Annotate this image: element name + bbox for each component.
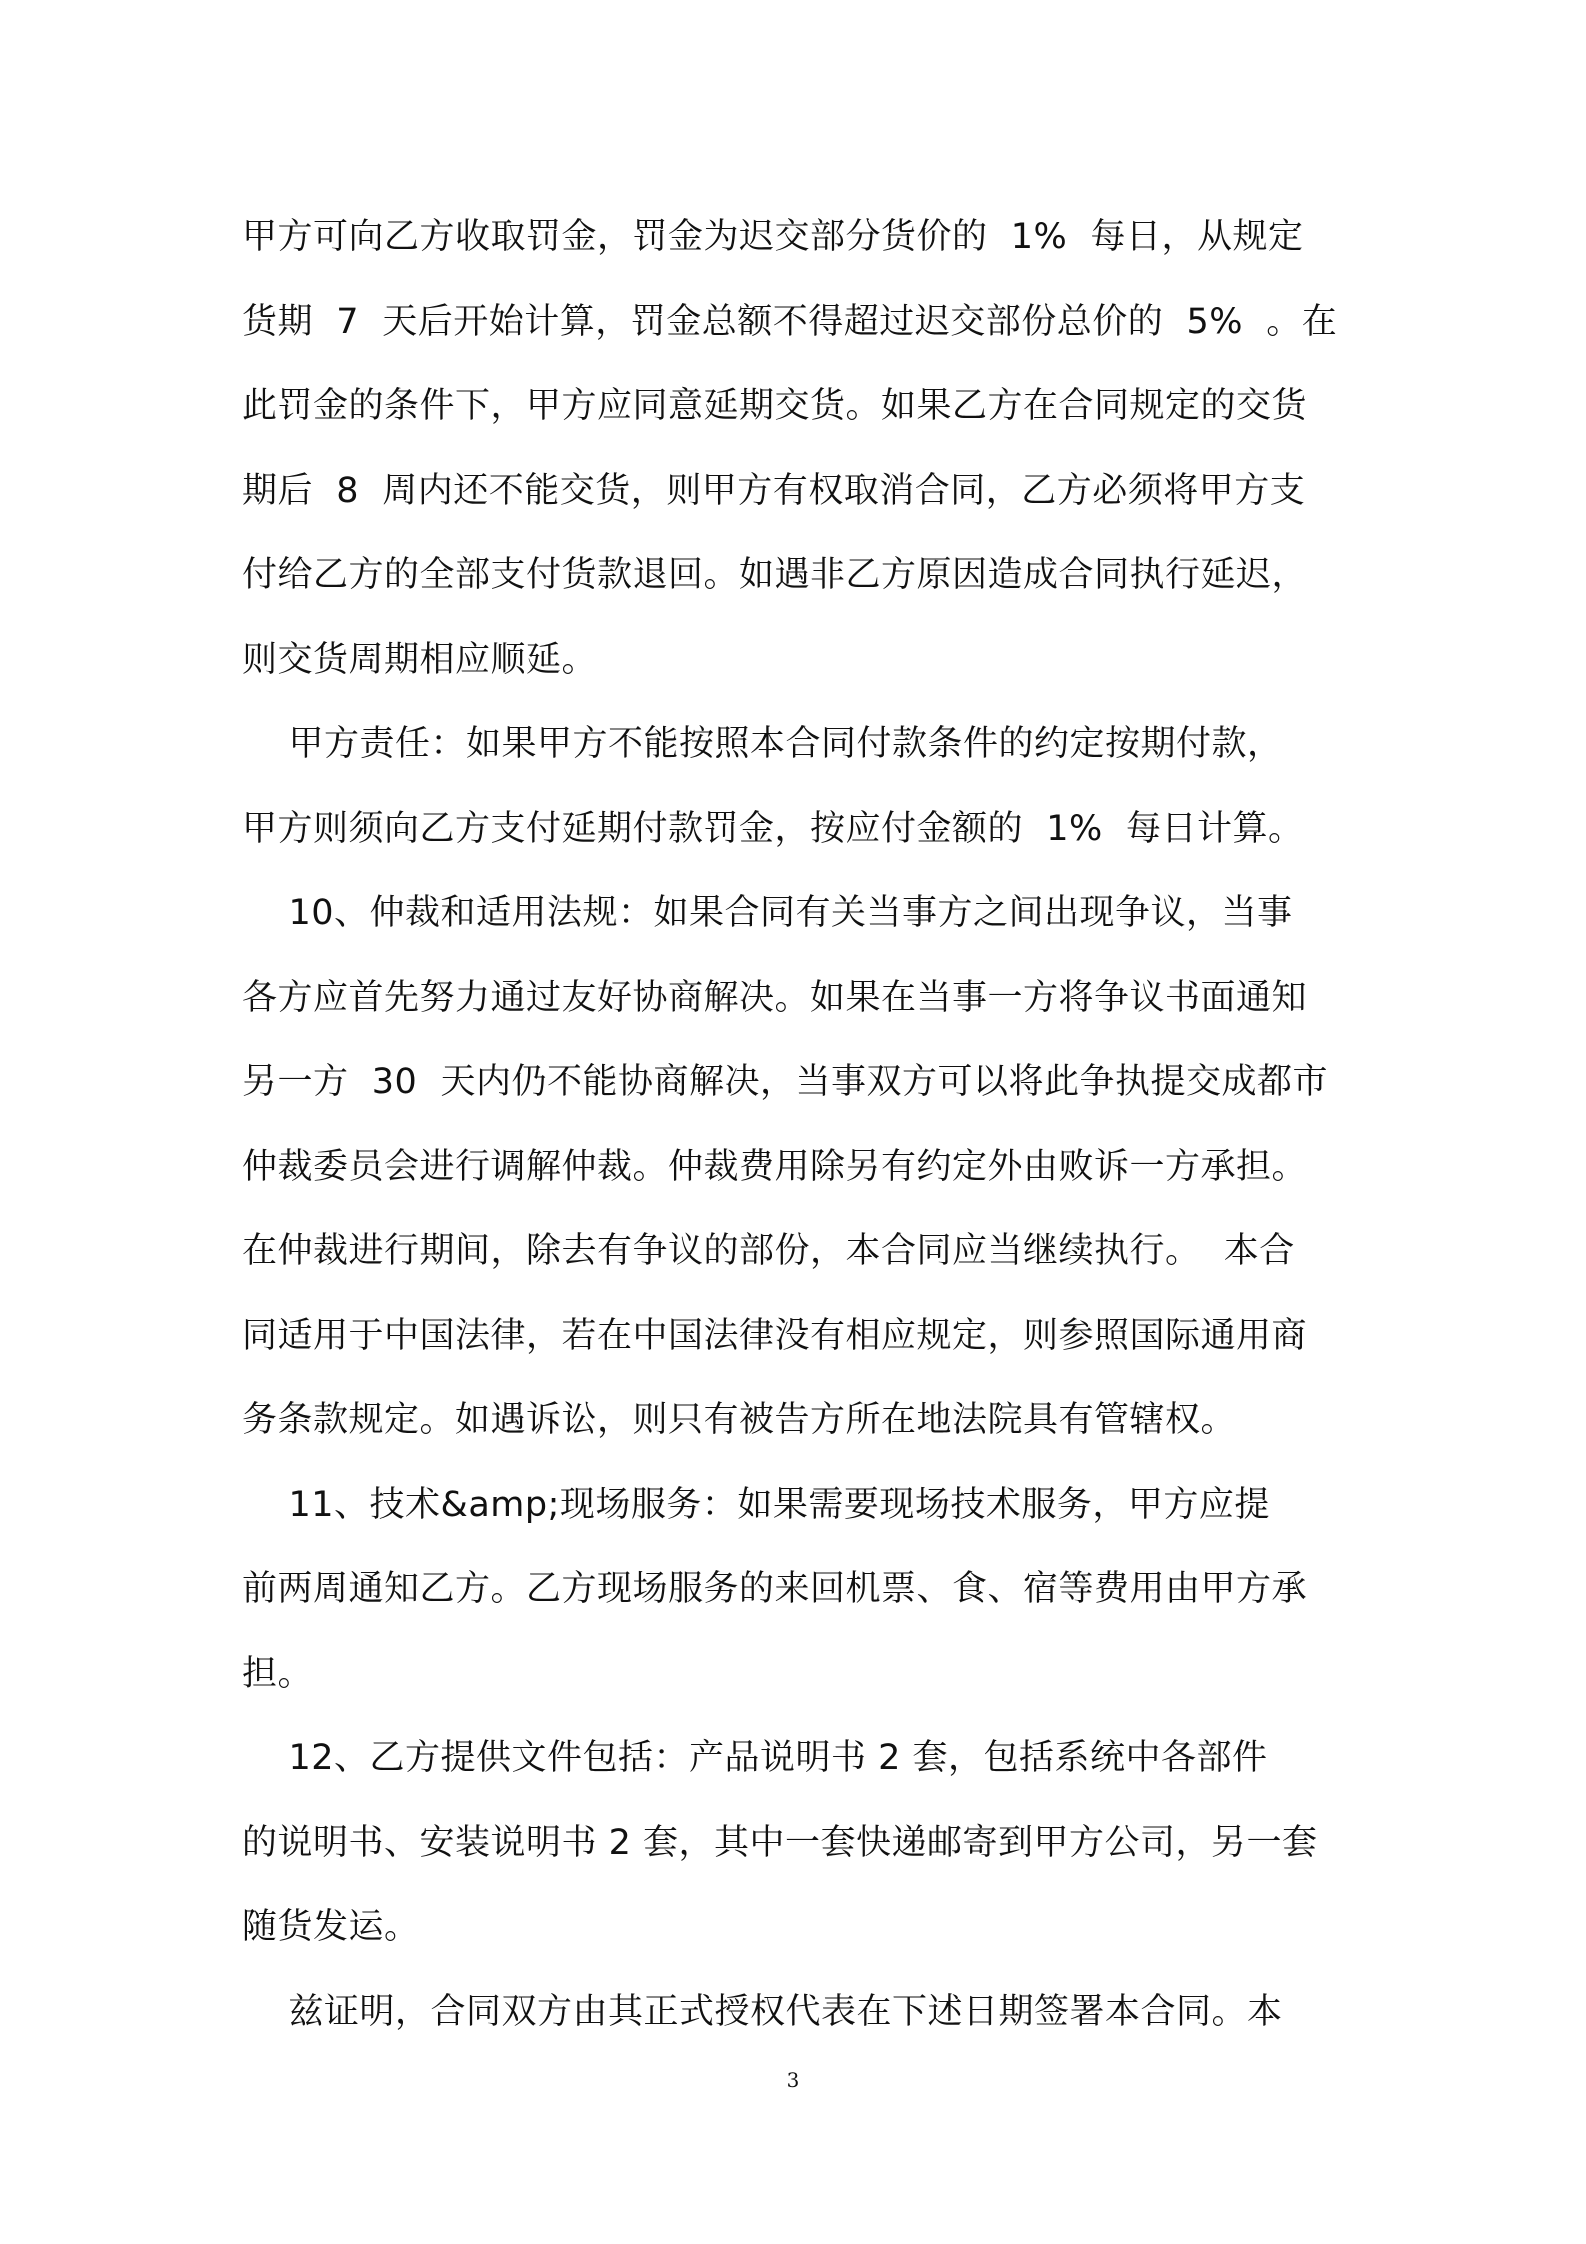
text-line: 的说明书、安装说明书 2 套，其中一套快递邮寄到甲方公司，另一套 bbox=[242, 1822, 1318, 1863]
text-line: 甲方则须向乙方支付延期付款罚金，按应付金额的 1% 每日计算。 bbox=[242, 808, 1304, 849]
text-line: 同适用于中国法律，若在中国法律没有相应规定，则参照国际通用商 bbox=[242, 1315, 1308, 1356]
text-line: 各方应首先努力通过友好协商解决。如果在当事一方将争议书面通知 bbox=[242, 977, 1308, 1018]
text-line: 担。 bbox=[242, 1653, 314, 1694]
text-line: 仲裁委员会进行调解仲裁。仲裁费用除另有约定外由败诉一方承担。 bbox=[242, 1146, 1308, 1187]
text-line: 前两周通知乙方。乙方现场服务的来回机票、食、宿等费用由甲方承 bbox=[242, 1569, 1308, 1609]
text-line: 甲方责任：如果甲方不能按照本合同付款条件的约定按期付款， bbox=[242, 724, 1283, 764]
text-line: 务条款规定。如遇诉讼，则只有被告方所在地法院具有管辖权。 bbox=[242, 1400, 1237, 1440]
text-line: 付给乙方的全部支付货款退回。如遇非乙方原因造成合同执行延迟， bbox=[242, 555, 1308, 595]
text-line: 此罚金的条件下，甲方应同意延期交货。如果乙方在合同规定的交货 bbox=[242, 386, 1308, 426]
text-line: 货期 7 天后开始计算，罚金总额不得超过迟交部份总价的 5% 。在 bbox=[242, 301, 1338, 342]
text-line: 另一方 30 天内仍不能协商解决，当事双方可以将此争执提交成都市 bbox=[242, 1062, 1329, 1102]
text-line: 12、乙方提供文件包括：产品说明书 2 套，包括系统中各部件 bbox=[242, 1738, 1268, 1778]
contract-body-text bbox=[242, 195, 1360, 2054]
text-line: 兹证明，合同双方由其正式授权代表在下述日期签署本合同。本 bbox=[242, 1991, 1283, 2032]
text-line: 甲方可向乙方收取罚金，罚金为迟交部分货价的 1% 每日，从规定 bbox=[242, 217, 1304, 257]
text-line: 11、技术&amp;现场服务：如果需要现场技术服务，甲方应提 bbox=[242, 1484, 1270, 1525]
text-line: 10、仲裁和适用法规：如果合同有关当事方之间出现争议，当事 bbox=[242, 893, 1293, 933]
text-line: 随货发运。 bbox=[242, 1907, 420, 1947]
text-line: 在仲裁进行期间，除去有争议的部份，本合同应当继续执行。 本合 bbox=[242, 1231, 1295, 1271]
text-line: 则交货周期相应顺延。 bbox=[242, 639, 598, 680]
text-line: 期后 8 周内还不能交货，则甲方有权取消合同，乙方必须将甲方支 bbox=[242, 470, 1306, 511]
page-number: 3 bbox=[786, 2068, 800, 2092]
